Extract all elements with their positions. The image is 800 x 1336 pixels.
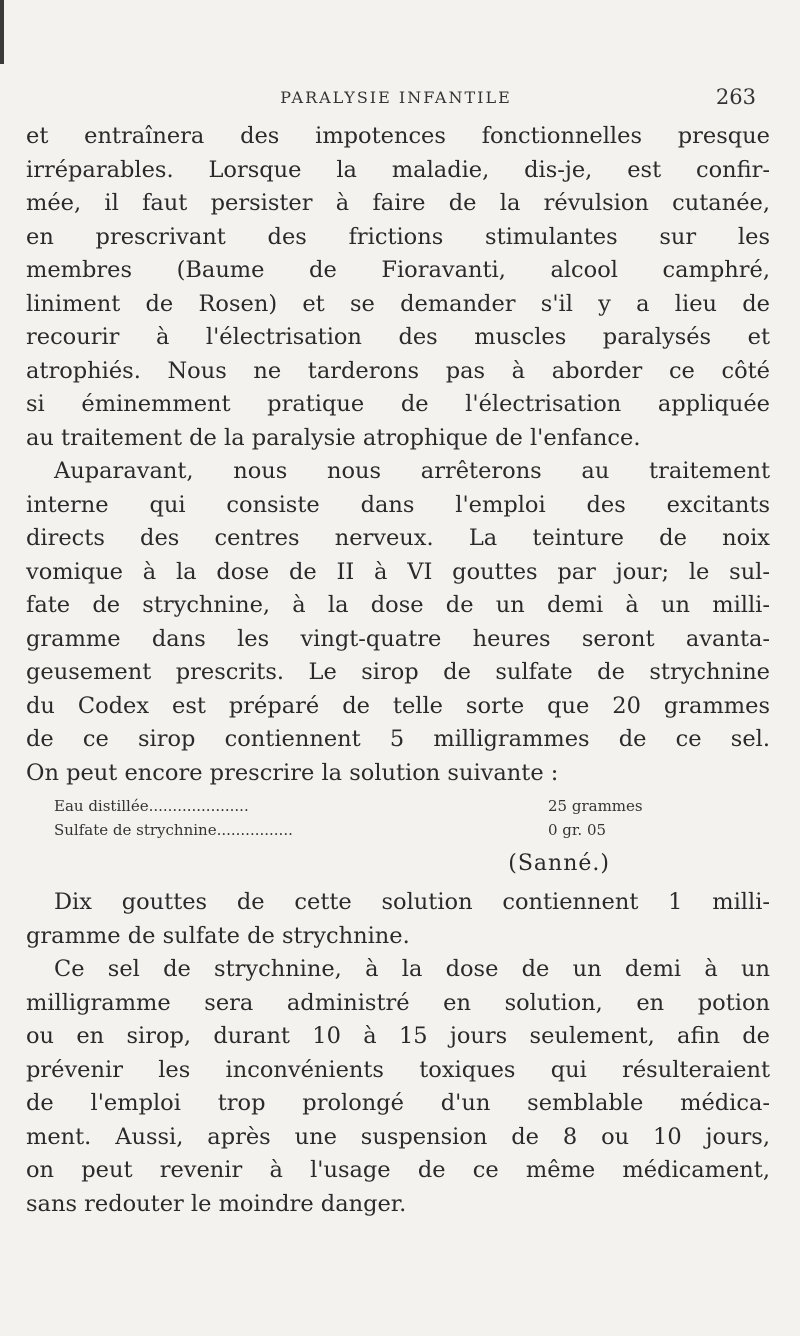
formula-author: (Sanné.) xyxy=(508,851,610,876)
formula-amount: 25 grammes xyxy=(548,797,643,815)
text-line: gramme de sulfate de strychnine. xyxy=(26,922,410,949)
text-line: milligramme sera administré en solution, en potion xyxy=(26,989,770,1016)
running-title: PARALYSIE INFANTILE xyxy=(280,88,512,107)
text-line: sans redouter le moindre danger. xyxy=(26,1190,407,1217)
prescription-formula xyxy=(26,794,770,842)
text-line: recourir à l'électrisation des muscles paralysés et xyxy=(26,324,770,350)
formula-row xyxy=(26,794,770,818)
running-head xyxy=(26,85,766,114)
text-line: gramme dans les vingt-quatre heures seront avanta- xyxy=(26,625,770,652)
scan-edge-mark xyxy=(0,0,4,64)
text-line: directs des centres nerveux. La teinture de noix xyxy=(26,525,770,551)
text-line: vomique à la dose de II à VI gouttes par jour; le sul- xyxy=(26,558,770,585)
paragraph-2 xyxy=(26,455,770,790)
text-line: fate de strychnine, à la dose de un demi à un milli- xyxy=(26,592,770,618)
text-line: ment. Aussi, après une suspension de 8 ou 10 jours, xyxy=(26,1123,770,1150)
text-line: Ce sel de strychnine, à la dose de un demi à un xyxy=(54,956,770,982)
text-line: au traitement de la paralysie atrophique de l'enfance. xyxy=(26,424,641,451)
text-line: irréparables. Lorsque la maladie, dis-je, est confir- xyxy=(26,156,770,183)
formula-ingredient: Sulfate de strychnine................ xyxy=(54,821,293,839)
text-line: prévenir les inconvénients toxiques qui résulteraient xyxy=(26,1056,770,1083)
text-line: si éminemment pratique de l'électrisation appliquée xyxy=(26,391,770,417)
formula-amount: 0 gr. 05 xyxy=(548,821,607,839)
formula-ingredient: Eau distillée..................... xyxy=(54,797,249,815)
paragraph-4 xyxy=(26,953,770,1221)
text-line: mée, il faut persister à faire de la révulsion cutanée, xyxy=(26,190,770,216)
text-line: membres (Baume de Fioravanti, alcool camphré, xyxy=(26,257,770,283)
paragraph-1 xyxy=(26,120,770,455)
text-line: Auparavant, nous nous arrêterons au traitement xyxy=(54,458,770,484)
text-line: atrophiés. Nous ne tarderons pas à aborder ce côté xyxy=(26,357,770,384)
text-line: geusement prescrits. Le sirop de sulfate de strychnine xyxy=(26,659,770,685)
text-line: Dix gouttes de cette solution contiennent 1 milli- xyxy=(54,889,770,915)
text-line: et entraînera des impotences fonctionnelles presque xyxy=(26,123,770,149)
text-line: ou en sirop, durant 10 à 15 jours seulement, afin de xyxy=(26,1023,770,1049)
text-line: de l'emploi trop prolongé d'un semblable médica- xyxy=(26,1090,770,1116)
text-line: interne qui consiste dans l'emploi des excitants xyxy=(26,491,770,518)
text-line: en prescrivant des frictions stimulantes sur les xyxy=(26,223,770,250)
formula-row xyxy=(26,818,770,842)
text-line: On peut encore prescrire la solution suivante : xyxy=(26,759,559,786)
text-line: liniment de Rosen) et se demander s'il y a lieu de xyxy=(26,290,770,317)
paragraph-3 xyxy=(26,886,770,953)
body-text xyxy=(26,120,770,1221)
page-number: 263 xyxy=(715,85,756,109)
text-line: du Codex est préparé de telle sorte que 20 grammes xyxy=(26,692,770,719)
text-line: on peut revenir à l'usage de ce même médicament, xyxy=(26,1157,770,1183)
text-line: de ce sirop contiennent 5 milligrammes de ce sel. xyxy=(26,726,770,752)
